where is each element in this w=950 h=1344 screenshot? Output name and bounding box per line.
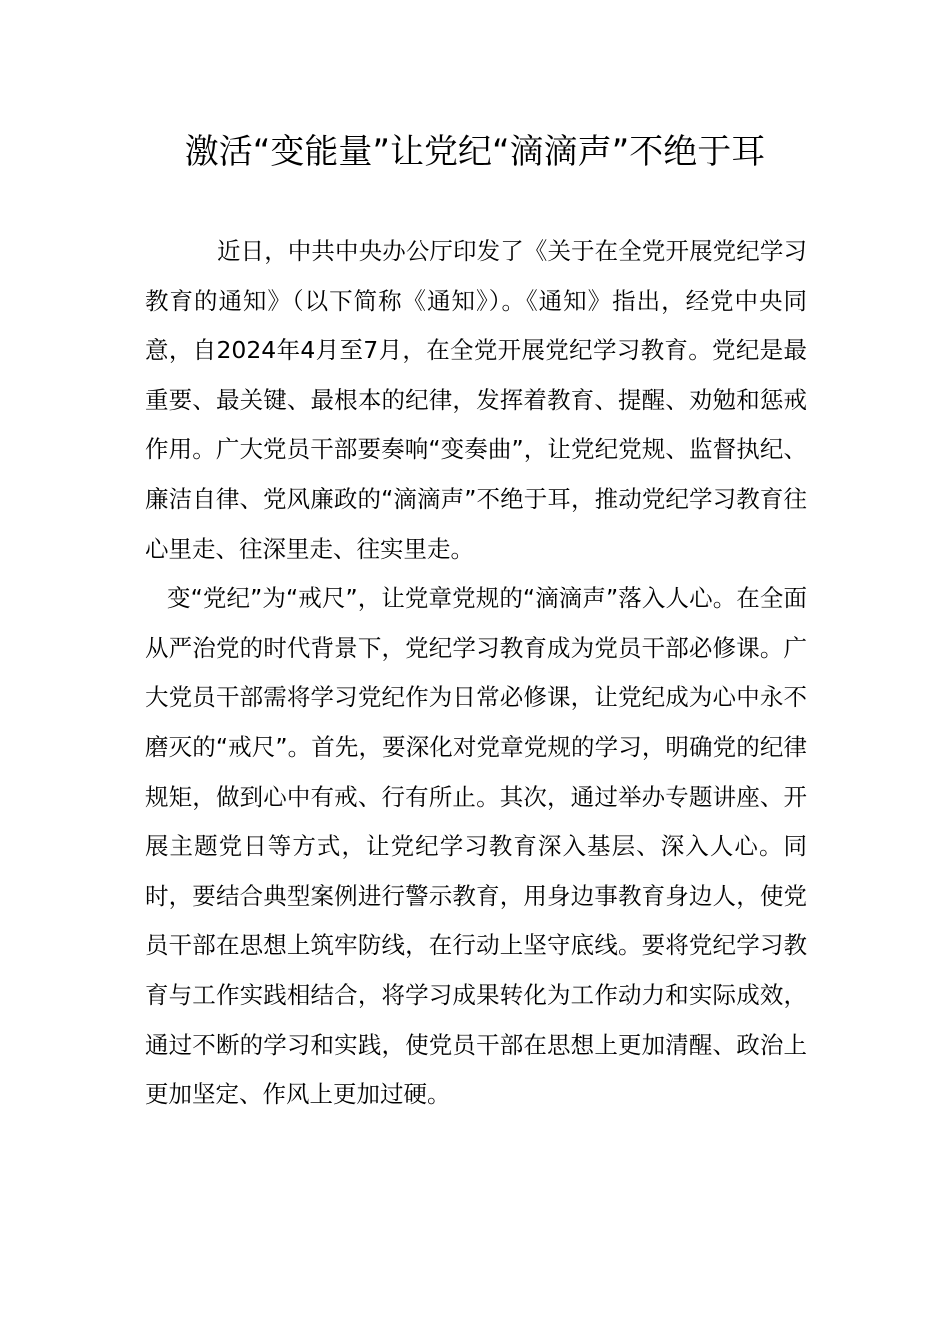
paragraph-discipline-ruler: 变“党纪”为“戒尺”，让党章党规的“滴滴声”落入人心。在全面从严治党的时代背景下，党纪学习教育成为党员干部必修课。广大党员干部需将学习党纪作为日常必修课，让党纪成为心中永不磨灭的“戒尺”。首先，要深化对党章党规的学习，明确党的纪律规矩，做到心中有戒、行有所止。其次，通过举办专题讲座、开展主题党日等方式，让党纪学习教育深入基层、深入人心。同时，要结合典型案例进行警示教育，用身边事教育身边人，使党员干部在思想上筑牢防线，在行动上坚守底线。要将党纪学习教育与工作实践相结合，将学习成果转化为工作动力和实际成效，通过不断的学习和实践，使党员干部在思想上更加清醒、政治上更加坚定、作风上更加过硬。 [145, 584, 807, 1109]
document-body [145, 227, 807, 1120]
document-title: 激活“变能量”让党纪“滴滴声”不绝于耳 [184, 132, 766, 172]
paragraph-intro: 近日，中共中央办公厅印发了《关于在全党开展党纪学习教育的通知》（以下简称《通知》）。《通知》指出，经党中央同意，自2024年4月至7月，在全党开展党纪学习教育。党纪是最重要、最关键、最根本的纪律，发挥着教育、提醒、劝勉和惩戒作用。广大党员干部要奏响“变奏曲”，让党纪党规、监督执纪、廉洁自律、党风廉政的“滴滴声”不绝于耳，推动党纪学习教育往心里走、往深里走、往实里走。 [145, 237, 807, 563]
